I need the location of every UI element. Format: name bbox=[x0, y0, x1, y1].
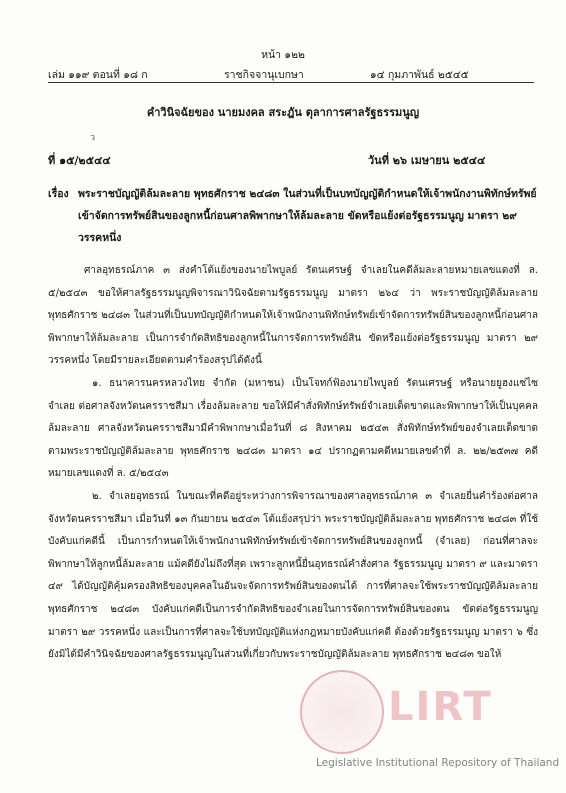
paragraph: ๒. จำเลยอุทธรณ์ ในขณะที่คดีอยู่ระหว่างการพิจารณาของศาลอุทธรณ์ภาค ๓ จำเลยยื่นคำร้องต่อศาลจังหวัดนครราชสีมา เมื่อวันที่ ๑๓ กันยายน ๒๕๔๓ โต้แย้งสรุปว่า พระราชบัญญัติล้มละลาย พุทธศักราช ๒๔๘๓ ที่ใช้บังคับแก่คดีนี้ เป็นการกำหนดให้เจ้าพนักงานพิทักษ์ทรัพย์เข้าจัดการทรัพย์สินของลูกหนี้ (จำเลย) ก่อนที่ศาลจะพิพากษาให้ลูกหนี้ล้มละลาย แม้คดียังไม่ถึงที่สุด เพราะลูกหนี้ยื่นอุทธรณ์คำสั่งศาล รัฐธรรมนูญ มาตรา ๙ และมาตรา ๔๙ ได้บัญญัติคุ้มครองสิทธิของบุคคลในอันจะจัดการทรัพย์สินของตนได้ การที่ศาลจะใช้พระราชบัญญัติล้มละลาย พุทธศักราช ๒๔๘๓ บังคับแก่คดีเป็นการจำกัดสิทธิของจำเลยในการจัดการทรัพย์สินของตน ขัดต่อรัฐธรรมนูญ มาตรา ๒๙ วรรคหนึ่ง และเป็นการที่ศาลจะใช้บทบัญญัติแห่งกฎหมายบังคับแก่คดี ต้องด้วยรัฐธรรมนูญ มาตรา ๖ ซึ่งยังมิได้มีคำวินิจฉัยของศาลรัฐธรรมนูญในส่วนที่เกี่ยวกับพระราชบัญญัติล้มละลาย พุทธศักราช ๒๔๘๓ ขอให้ bbox=[48, 490, 538, 661]
paragraph: ๑. ธนาคารนครหลวงไทย จำกัด (มหาชน) เป็นโจทก์ฟ้องนายไพบูลย์ รัตนเศรษฐ์ หรือนายยูฮงแซ่ไซ จำเลย ต่อศาลจังหวัดนครราชสีมา เรื่องล้มละลาย ขอให้มีคำสั่งพิทักษ์ทรัพย์จำเลยเด็ดขาดและพิพากษาให้เป็นบุคคลล้มละลาย ศาลจังหวัดนครราชสีมามีคำพิพากษาเมื่อวันที่ ๘ สิงหาคม ๒๕๔๓ สั่งพิทักษ์ทรัพย์ของจำเลยเด็ดขาดตามพระราชบัญญัติล้มละลาย พุทธศักราช ๒๔๘๓ มาตรา ๑๔ ปรากฏตามคดีหมายเลขดำที่ ล. ๒๒/๒๕๓๗ คดีหมายเลขแดงที่ ล. ๕/๒๕๔๓ bbox=[48, 377, 538, 480]
stray-mark: ว bbox=[90, 133, 96, 143]
volume-issue: เล่ม ๑๑๙ ตอนที่ ๑๘ ก bbox=[48, 69, 148, 81]
header-divider bbox=[48, 82, 534, 83]
page-number: หน้า ๑๒๒ bbox=[261, 49, 305, 61]
subject-label: เรื่อง bbox=[48, 188, 69, 200]
watermark-logo: LIRT bbox=[388, 684, 493, 730]
parliament-seal-icon bbox=[300, 670, 384, 754]
body-text bbox=[48, 260, 538, 667]
paragraph: ศาลอุทธรณ์ภาค ๓ ส่งคำโต้แย้งของนายไพบูลย์ รัตนเศรษฐ์ จำเลยในคดีล้มละลายหมายเลขแดงที่ ล. ๕/๒๕๔๓ ขอให้ศาลรัฐธรรมนูญพิจารณาวินิจฉัยตามรัฐธรรมนูญ มาตรา ๒๖๔ ว่า พระราชบัญญัติล้มละลาย พุทธศักราช ๒๔๘๓ ในส่วนที่เป็นบทบัญญัติกำหนดให้เจ้าพนักงานพิทักษ์ทรัพย์เข้าจัดการทรัพย์สินของลูกหนี้ก่อนศาลพิพากษาให้ล้มละลาย เป็นการจำกัดสิทธิของลูกหนี้ในการจัดการทรัพย์สิน ขัดหรือแย้งต่อรัฐธรรมนูญ มาตรา ๒๙ วรรคหนึ่ง โดยมีรายละเอียดตามคำร้องสรุปได้ดังนี้ bbox=[48, 265, 538, 367]
gazette-date: ๑๔ กุมภาพันธ์ ๒๕๔๕ bbox=[370, 69, 469, 81]
gazette-name: ราชกิจจานุเบกษา bbox=[224, 69, 304, 81]
subject-block bbox=[48, 183, 538, 249]
watermark-subtitle: Legislative Institutional Repository of Thailand bbox=[316, 757, 560, 769]
document-number: ที่ ๑๕/๒๕๔๔ bbox=[48, 154, 111, 167]
subject-text: พระราชบัญญัติล้มละลาย พุทธศักราช ๒๔๘๓ ในส่วนที่เป็นบทบัญญัติกำหนดให้เจ้าพนักงานพิทักษ์ทรัพย์เข้าจัดการทรัพย์สินของลูกหนี้ก่อนศาลพิพากษาให้ล้มละลาย ขัดหรือแย้งต่อรัฐธรรมนูญ มาตรา ๒๙ วรรคหนึ่ง bbox=[78, 188, 537, 244]
document-date: วันที่ ๒๖ เมษายน ๒๕๔๔ bbox=[368, 154, 486, 167]
document-title: คำวินิจฉัยของ นายมงคล สระฎัน ตุลาการศาลรัฐธรรมนูญ bbox=[146, 106, 420, 119]
